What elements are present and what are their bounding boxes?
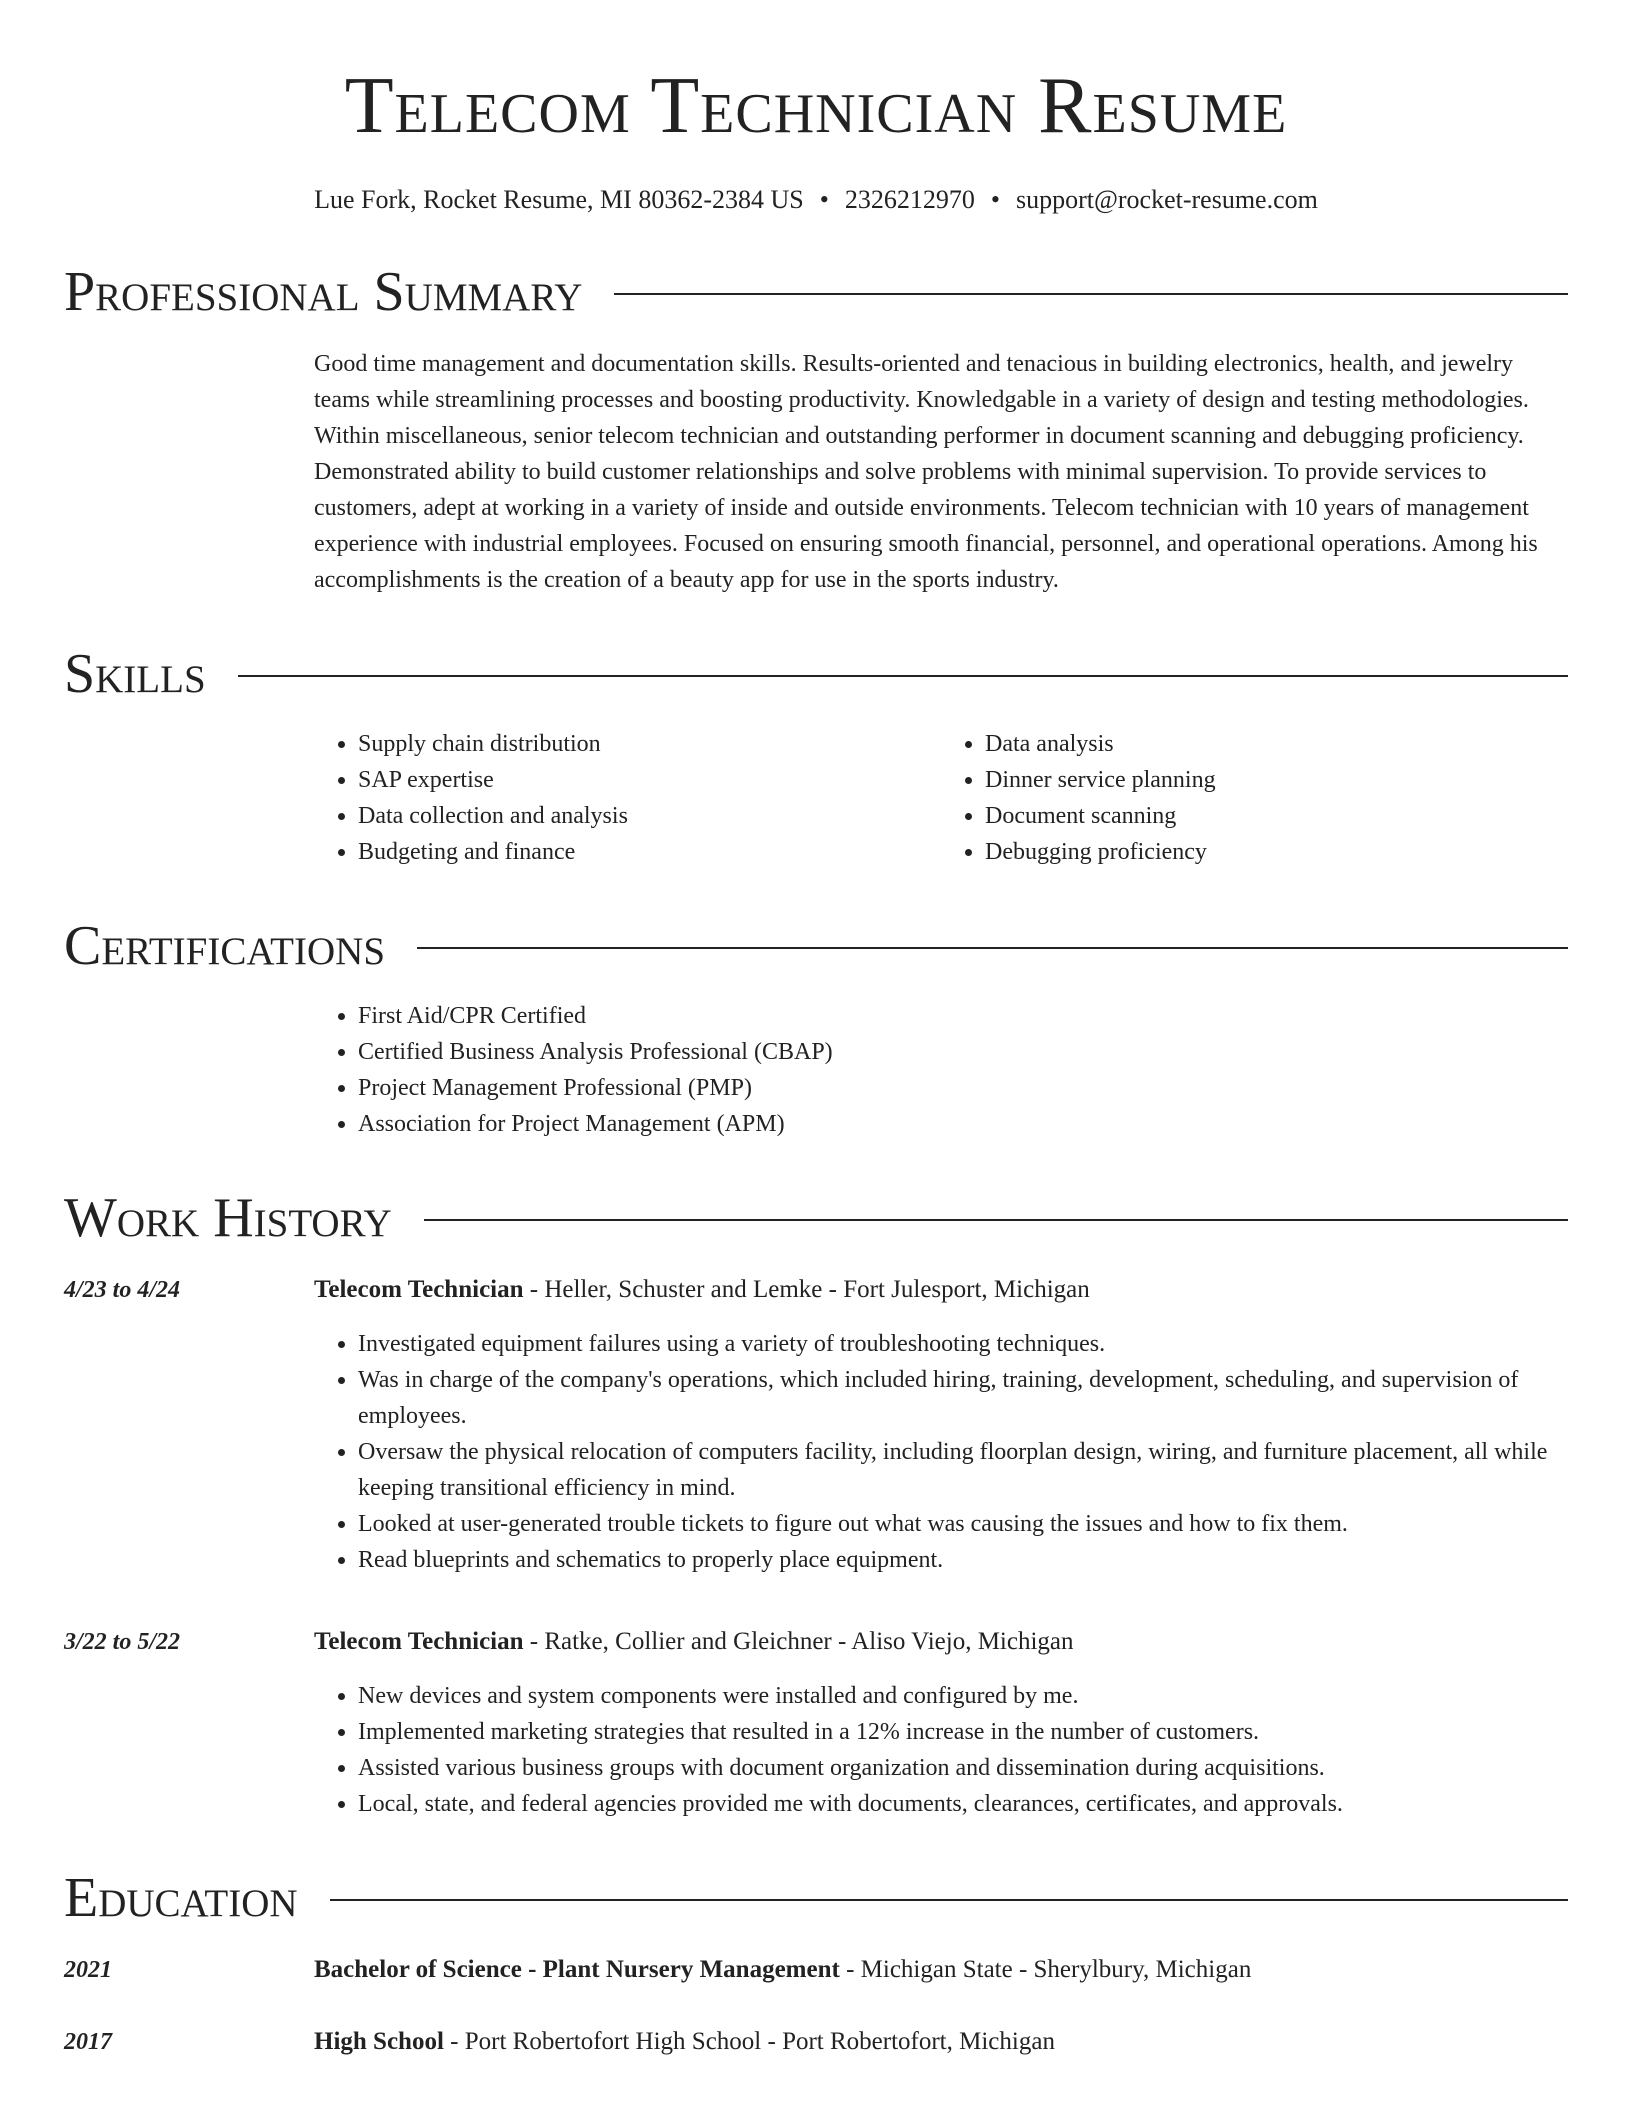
job-duty: • Implemented marketing strategies that resulted in a 12% increase in the number of customers. bbox=[358, 1714, 1568, 1750]
job-duty: • Oversaw the physical relocation of computers facility, including floorplan design, wiring, and furniture placement, all while keeping transitional efficiency in mind. bbox=[358, 1434, 1568, 1506]
job-entry bbox=[64, 1624, 1568, 1822]
skills-list-left bbox=[314, 726, 941, 870]
certifications-heading: Certifications bbox=[64, 915, 386, 977]
work-section-header bbox=[64, 1186, 1568, 1250]
education-content bbox=[314, 1952, 1568, 1988]
section-divider bbox=[424, 1219, 1568, 1221]
contact-address: Lue Fork, Rocket Resume, MI 80362-2384 US bbox=[314, 185, 804, 214]
job-content bbox=[314, 1272, 1568, 1578]
section-divider bbox=[238, 675, 1568, 677]
certifications-list-wrap bbox=[314, 998, 1568, 1142]
certifications-section-header bbox=[64, 914, 1568, 978]
contact-phone: 2326212970 bbox=[844, 185, 975, 214]
job-dates: 4/23 to 4/24 bbox=[64, 1277, 181, 1303]
job-title-line bbox=[314, 1624, 1568, 1660]
education-year: 2021 bbox=[64, 1957, 112, 1983]
job-duty: • Investigated equipment failures using a variety of troubleshooting techniques. bbox=[358, 1326, 1568, 1362]
job-duty: • Looked at user-generated trouble tickets to figure out what was causing the issues and how to fix them. bbox=[358, 1506, 1568, 1542]
contact-separator: • bbox=[990, 185, 1000, 214]
skill-item: • Supply chain distribution bbox=[358, 726, 941, 762]
section-divider bbox=[614, 293, 1568, 295]
skills-heading: Skills bbox=[64, 643, 206, 705]
work-heading: Work History bbox=[64, 1187, 392, 1249]
certifications-list bbox=[314, 998, 1568, 1142]
skill-item: • Budgeting and finance bbox=[358, 834, 941, 870]
skill-item: • Debugging proficiency bbox=[985, 834, 1568, 870]
job-title-line bbox=[314, 1272, 1568, 1308]
education-degree: Bachelor of Science - Plant Nursery Management bbox=[314, 1956, 840, 1983]
education-content bbox=[314, 2024, 1568, 2060]
summary-text: Good time management and documentation skills. Results-oriented and tenacious in building electronics, health, and jewelry teams while streamlining processes and boosting productivity. Knowledgable in a variety of design and testing methodologies. Within miscellaneous, senior telecom technician and outstanding performer in document scanning and debugging proficiency. Demonstrated ability to build customer relationships and solve problems with minimal supervision. To provide services to customers, adept at working in a variety of inside and outside environments. Telecom technician with 10 years of management experience with industrial employees. Focused on ensuring smooth financial, personnel, and operational operations. Among his accomplishments is the creation of a beauty app for use in the sports industry. bbox=[314, 351, 1538, 593]
education-year: 2017 bbox=[64, 2029, 112, 2055]
job-duty: • Was in charge of the company's operations, which included hiring, training, development, scheduling, and supervision of employees. bbox=[358, 1362, 1568, 1434]
certification-item: • Project Management Professional (PMP) bbox=[358, 1070, 1568, 1106]
section-divider bbox=[417, 947, 1568, 949]
education-heading: Education bbox=[64, 1867, 298, 1929]
education-entry bbox=[64, 2024, 1568, 2060]
job-duty: • New devices and system components were installed and configured by me. bbox=[358, 1678, 1568, 1714]
education-section-header bbox=[64, 1866, 1568, 1930]
education-school-location: - Port Robertofort High School - Port Robertofort, Michigan bbox=[443, 2028, 1055, 2055]
skill-item: • SAP expertise bbox=[358, 762, 941, 798]
skills-section-header bbox=[64, 642, 1568, 706]
job-title: Telecom Technician bbox=[314, 1628, 524, 1655]
resume-title: Telecom Technician Resume bbox=[344, 62, 1288, 150]
job-dates: 3/22 to 5/22 bbox=[64, 1629, 181, 1655]
skills-grid bbox=[314, 726, 1568, 870]
job-title: Telecom Technician bbox=[314, 1276, 524, 1303]
job-entry bbox=[64, 1272, 1568, 1578]
certification-item: • Certified Business Analysis Professional (CBAP) bbox=[358, 1034, 1568, 1070]
contact-line bbox=[64, 184, 1568, 216]
contact-separator: • bbox=[819, 185, 829, 214]
job-duties-list bbox=[314, 1678, 1568, 1822]
skill-item: • Data collection and analysis bbox=[358, 798, 941, 834]
skill-item: • Data analysis bbox=[985, 726, 1568, 762]
job-duty: • Local, state, and federal agencies provided me with documents, clearances, certificates, and approvals. bbox=[358, 1786, 1568, 1822]
job-duty: • Assisted various business groups with document organization and dissemination during acquisitions. bbox=[358, 1750, 1568, 1786]
summary-section-header bbox=[64, 260, 1568, 324]
section-divider bbox=[330, 1899, 1568, 1901]
skill-item: • Dinner service planning bbox=[985, 762, 1568, 798]
skills-list-right bbox=[941, 726, 1568, 870]
summary-heading: Professional Summary bbox=[64, 261, 583, 323]
job-duties-list bbox=[314, 1326, 1568, 1578]
contact-email: support@rocket-resume.com bbox=[1015, 185, 1318, 214]
job-content bbox=[314, 1624, 1568, 1822]
education-degree: High School bbox=[314, 2028, 444, 2055]
job-employer-location: - Heller, Schuster and Lemke - Fort Julesport, Michigan bbox=[523, 1276, 1090, 1303]
education-school-location: - Michigan State - Sherylbury, Michigan bbox=[839, 1956, 1252, 1983]
job-duty: • Read blueprints and schematics to properly place equipment. bbox=[358, 1542, 1568, 1578]
job-employer-location: - Ratke, Collier and Gleichner - Aliso Viejo, Michigan bbox=[523, 1628, 1074, 1655]
certification-item: • Association for Project Management (APM) bbox=[358, 1106, 1568, 1142]
skill-item: • Document scanning bbox=[985, 798, 1568, 834]
certification-item: • First Aid/CPR Certified bbox=[358, 998, 1568, 1034]
education-entry bbox=[64, 1952, 1568, 1988]
